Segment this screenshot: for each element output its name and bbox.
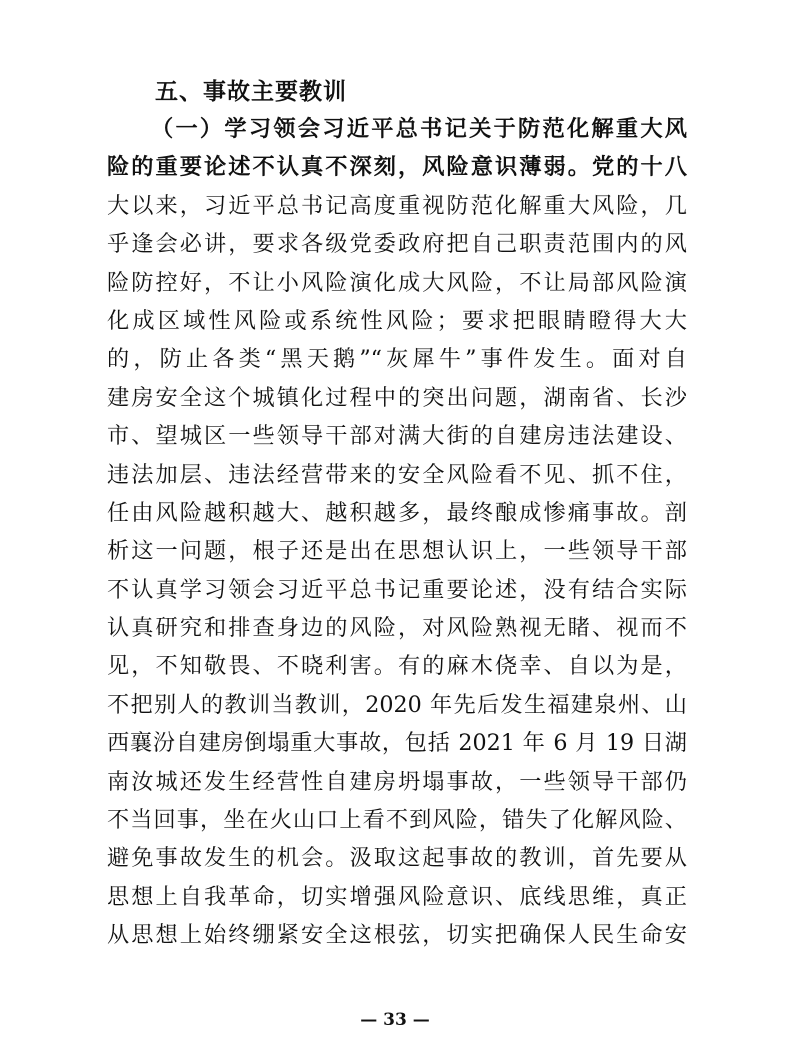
text-line: 认真研究和排查身边的风险，对风险熟视无睹、视而不 — [107, 615, 687, 642]
text-line: 险防控好，不让小风险演化成大风险，不让局部风险演 — [107, 269, 687, 296]
text-line: 析这一问题，根子还是出在思想认识上，一些领导干部 — [107, 538, 687, 565]
text-line: 乎逢会必讲，要求各级党委政府把自己职责范围内的风 — [107, 231, 687, 258]
text-line: 见，不知敬畏、不晓利害。有的麻木侥幸、自以为是， — [107, 653, 687, 680]
text-line: 违法加层、违法经营带来的安全风险看不见、抓不住， — [107, 461, 687, 488]
page-number: — 33 — — [360, 1010, 430, 1030]
text-line: 的，防止各类“黑天鹅”“灰犀牛”事件发生。面对自 — [107, 346, 687, 373]
text-line: 避免事故发生的机会。汲取这起事故的教训，首先要从 — [107, 845, 687, 872]
text-line: 化成区域性风险或系统性风险；要求把眼睛瞪得大大 — [107, 307, 687, 334]
body-paragraph — [107, 110, 687, 955]
text-line: 市、望城区一些领导干部对满大街的自建房违法建设、 — [107, 423, 687, 450]
text-line: 大以来，习近平总书记高度重视防范化解重大风险，几 — [107, 192, 687, 219]
text-line: 南汝城还发生经营性自建房坍塌事故，一些领导干部仍 — [107, 768, 687, 795]
text-line: 西襄汾自建房倒塌重大事故，包括 2021 年 6 月 19 日湖 — [107, 730, 687, 757]
text-line: 建房安全这个城镇化过程中的突出问题，湖南省、长沙 — [107, 384, 687, 411]
text-line: 不认真学习领会习近平总书记重要论述，没有结合实际 — [107, 576, 687, 603]
section-heading: 五、事故主要教训 — [155, 79, 347, 105]
text-line: 从思想上始终绷紧安全这根弦，切实把确保人民生命安 — [107, 922, 687, 949]
subheading-line: （一）学习领会习近平总书记关于防范化解重大风 — [151, 116, 687, 142]
subheading-line: 险的重要论述不认真不深刻，风险意识薄弱。党的十八 — [107, 154, 687, 181]
text-line: 思想上自我革命，切实增强风险意识、底线思维，真正 — [107, 883, 687, 910]
text-line: 不当回事，坐在火山口上看不到风险，错失了化解风险、 — [107, 807, 687, 834]
text-line: 不把别人的教训当教训，2020 年先后发生福建泉州、山 — [107, 691, 687, 718]
text-line: 任由风险越积越大、越积越多，最终酿成惨痛事故。剖 — [107, 499, 687, 526]
